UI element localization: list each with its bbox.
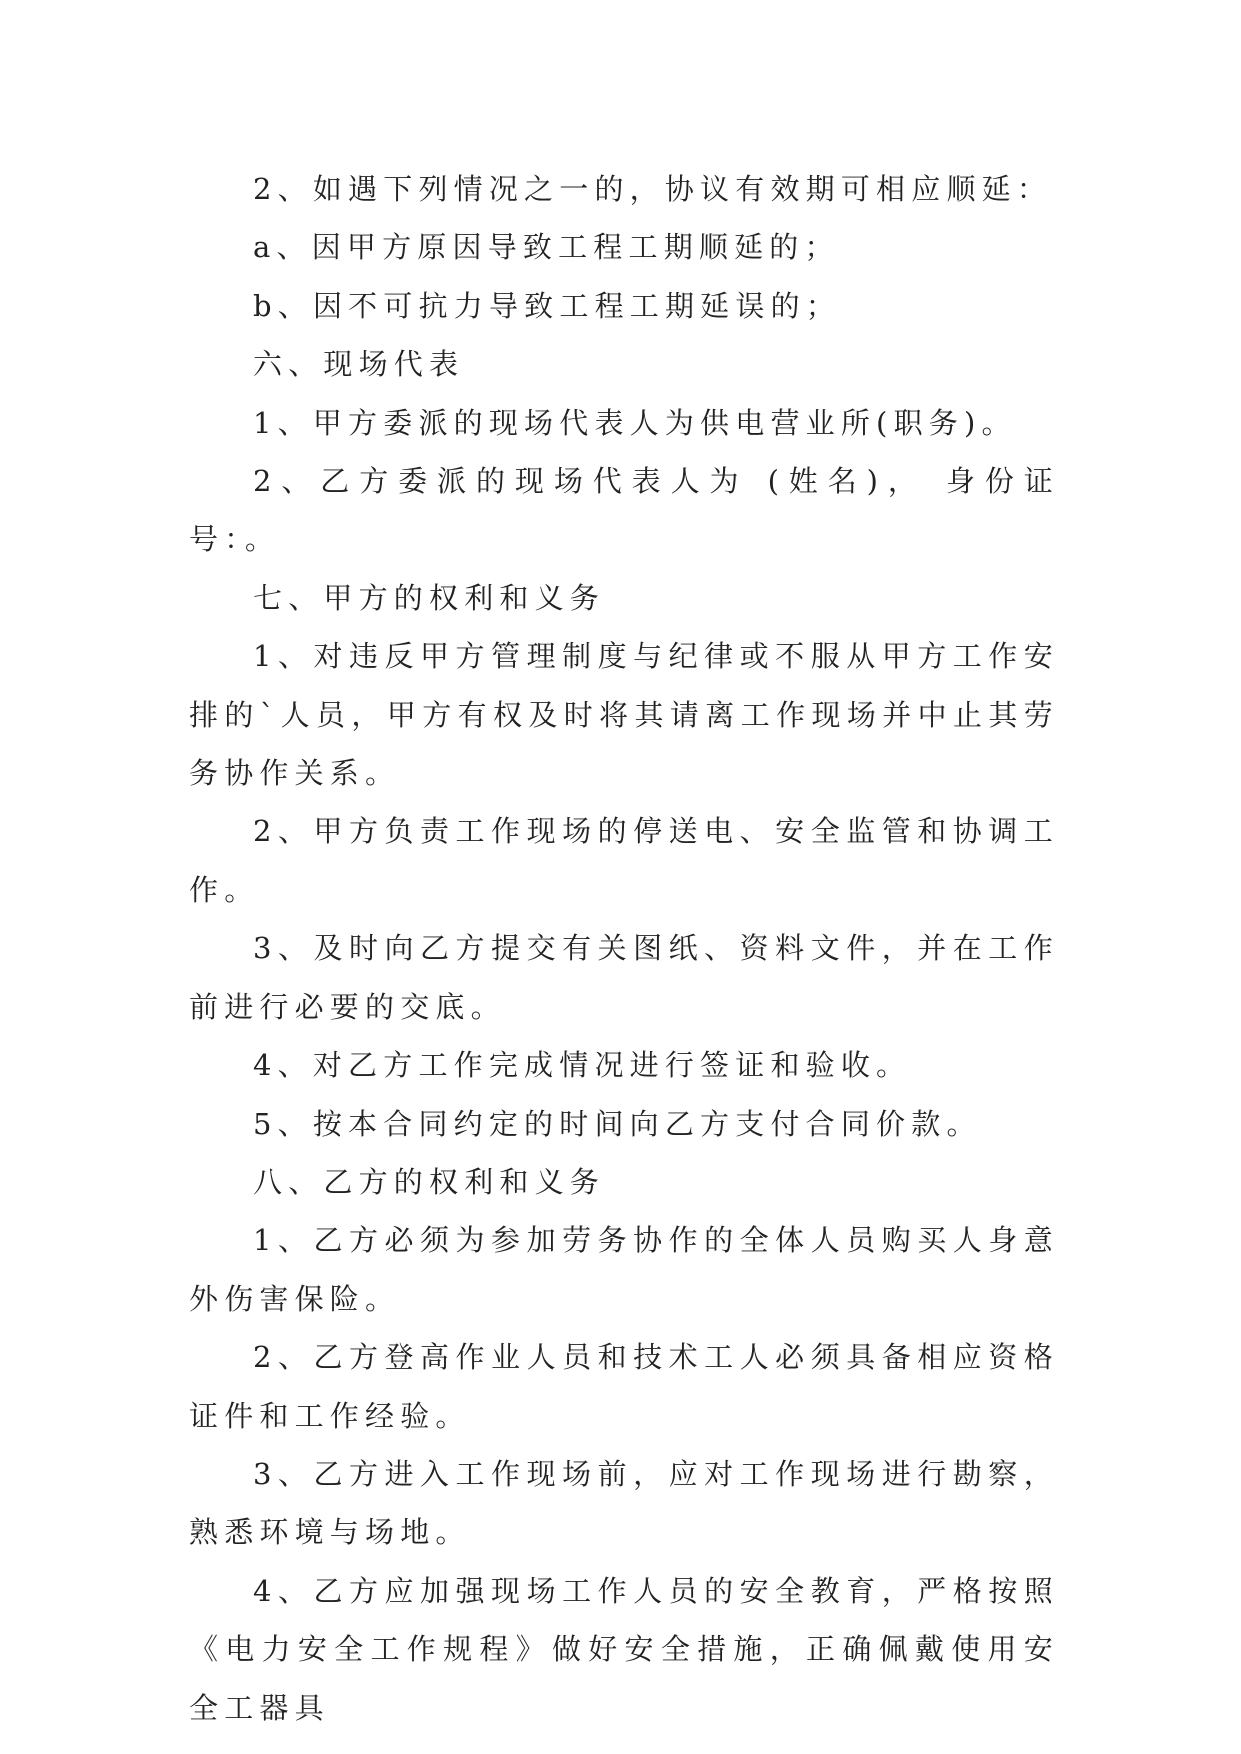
paragraph: 2、乙方委派的现场代表人为 (姓名)， 身份证号：。	[189, 464, 1059, 557]
section-heading: 六、现场代表	[253, 347, 465, 382]
paragraph: 1、乙方必须为参加劳务协作的全体人员购买人身意外伤害保险。	[189, 1223, 1059, 1316]
paragraph: a、因甲方原因导致工程工期顺延的；	[253, 230, 840, 265]
document-body	[189, 160, 1059, 1737]
paragraph: 3、及时向乙方提交有关图纸、资料文件，并在工作前进行必要的交底。	[189, 931, 1059, 1024]
paragraph: b、因不可抗力导致工程工期延误的；	[253, 288, 841, 323]
paragraph: 1、对违反甲方管理制度与纪律或不服从甲方工作安排的`人员，甲方有权及时将其请离工作现场并中止其劳务协作关系。	[189, 639, 1059, 791]
paragraph: 3、乙方进入工作现场前，应对工作现场进行勘察，熟悉环境与场地。	[189, 1456, 1059, 1550]
paragraph: 2、如遇下列情况之一的，协议有效期可相应顺延：	[253, 172, 1053, 206]
paragraph: 4、乙方应加强现场工作人员的安全教育，严格按照《电力安全工作规程》做好安全措施，正确佩戴使用安全工器具	[189, 1573, 1059, 1725]
paragraph: 2、甲方负责工作现场的停送电、安全监管和协调工作。	[189, 814, 1059, 907]
section-heading: 八、乙方的权利和义务	[253, 1164, 606, 1199]
paragraph: 5、按本合同约定的时间向乙方支付合同价款。	[253, 1106, 982, 1141]
paragraph: 4、对乙方工作完成情况进行签证和验收。	[253, 1048, 912, 1083]
section-heading: 七、甲方的权利和义务	[253, 580, 606, 615]
paragraph: 1、甲方委派的现场代表人为供电营业所(职务)。	[253, 405, 1017, 440]
paragraph: 2、乙方登高作业人员和技术工人必须具备相应资格证件和工作经验。	[189, 1340, 1059, 1433]
